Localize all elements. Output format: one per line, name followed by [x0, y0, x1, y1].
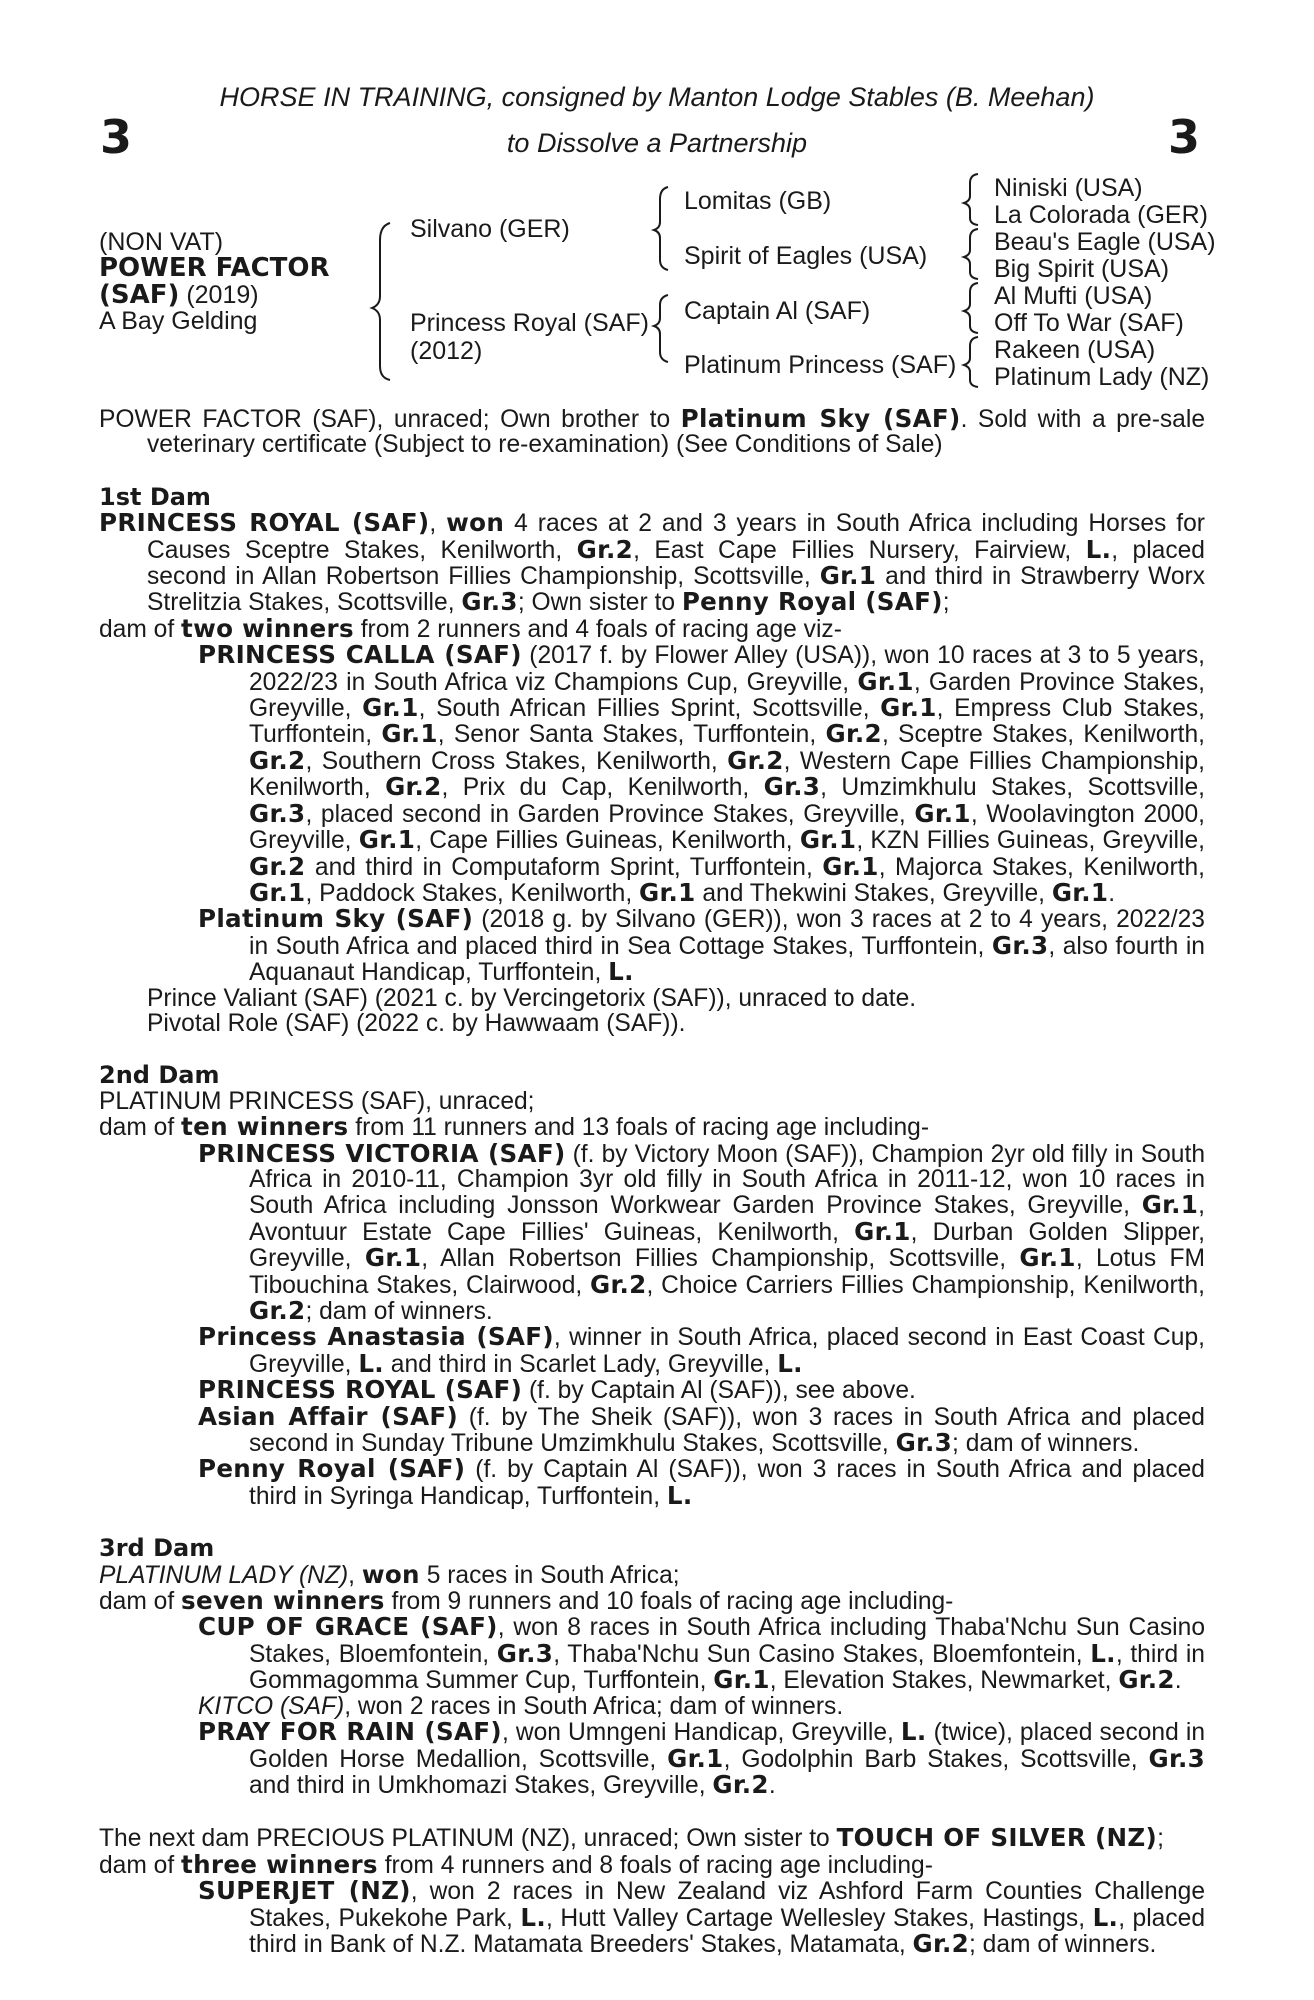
dam-sire: Captain Al (SAF)	[684, 297, 871, 325]
text-run: , South African Fillies Sprint, Scottsville,	[418, 695, 881, 723]
sire-dam: Spirit of Eagles (USA)	[684, 242, 928, 270]
text-run: Princess Anastasia (SAF)	[198, 1322, 554, 1352]
text-run: , Elevation Stakes, Newmarket,	[769, 1667, 1119, 1695]
text-run: two winners	[181, 613, 354, 643]
text-run: , won 2 races in New Zealand viz Ashford Farm Counties Challenge Stakes, Pukekohe Park,	[249, 1878, 1206, 1932]
text-run: , KZN Fillies Guineas, Greyville,	[856, 827, 1206, 855]
text-run: , Woolavington 2000, Greyville,	[249, 800, 1205, 855]
text-run: Gr.3	[461, 587, 518, 617]
text-run: , third in Gommagomma Summer Cup, Turffontein,	[249, 1640, 1205, 1695]
text-run: SUPERJET (NZ)	[198, 1876, 411, 1906]
sire-sire-sire: Niniski (USA)	[994, 174, 1143, 202]
text-run: dam of	[99, 1588, 182, 1616]
dam-sire-dam: Off To War (SAF)	[994, 309, 1184, 337]
sire-sire-dam: La Colorada (GER)	[994, 201, 1208, 229]
text-run: Gr.3	[1148, 1743, 1205, 1773]
offspring-asian-affair	[99, 1401, 1205, 1458]
text-run: .	[768, 1771, 776, 1799]
text-run: (2017 f. by Flower Alley (USA)), won 10 races at 3 to 5 years, 2022/23 in South Africa viz Champions Cup, Greyville,	[249, 642, 1205, 696]
text-run: three winners	[181, 1849, 378, 1879]
text-run: , Lotus FM Tibouchina Stakes, Clairwood,	[249, 1245, 1206, 1299]
text-run: and third in Umkhomazi Stakes, Greyville,	[249, 1771, 713, 1799]
text-run: , Durban Golden Slipper, Greyville,	[249, 1218, 1205, 1273]
text-run: Gr.1	[1051, 877, 1109, 907]
text-run: seven winners	[181, 1586, 385, 1616]
text-run: , Thaba'Nchu Sun Casino Stakes, Bloemfontein,	[553, 1640, 1091, 1668]
text-run: Gr.3	[496, 1638, 554, 1668]
text-run: Gr.1	[819, 561, 877, 591]
text-run: , Prix du Cap, Kenilworth,	[441, 774, 764, 802]
text-run: Gr.2	[576, 534, 634, 564]
partnership-line: to Dissolve a Partnership	[506, 128, 808, 158]
text-run: Gr.2	[249, 745, 306, 775]
text-run: (f. by Captain Al (SAF)), won 3 races in South Africa and placed third in Syringa Handicap, Turffontein,	[249, 1456, 1205, 1510]
text-run: Gr.1	[362, 693, 419, 723]
first-dam-produce-summary	[99, 613, 1205, 643]
text-run: Platinum Sky (SAF)	[198, 904, 474, 934]
offspring-kitco	[99, 1694, 1205, 1719]
text-run: won	[361, 1559, 420, 1589]
intro-text-2: . Sold with a pre-sale veterinary certificate (Subject to re-examination) (See Conditions of Sale)	[147, 406, 1206, 459]
text-run: Gr.2	[249, 1296, 306, 1325]
text-run: Gr.3	[763, 772, 821, 802]
offspring-platinum-sky	[99, 906, 1205, 985]
sire-dam-dam: Big Spirit (USA)	[994, 255, 1170, 283]
text-run: ; Own sister to	[517, 589, 682, 617]
text-run: .	[1108, 879, 1116, 907]
offspring-prince-valiant: Prince Valiant (SAF) (2021 c. by Vercingetorix (SAF)), unraced to date.	[147, 984, 917, 1012]
text-run: , placed second in Allan Robertson Fillies Championship, Scottsville,	[147, 536, 1205, 591]
text-run: Penny Royal (SAF)	[198, 1454, 466, 1484]
dam-dam-sire: Rakeen (USA)	[994, 336, 1156, 364]
text-run: , Empress Club Stakes, Turffontein,	[249, 695, 1206, 749]
text-run: dam of	[99, 1114, 182, 1142]
text-run: dam of	[99, 615, 182, 643]
text-run: and third in Strawberry Worx Strelitzia Stakes, Scottsville,	[147, 563, 1205, 617]
text-run: , Garden Province Stakes, Greyville,	[249, 668, 1205, 723]
offspring-cup-of-grace	[99, 1614, 1205, 1693]
text-run: Gr.1	[914, 798, 971, 828]
offspring-princess-royal	[99, 1377, 1205, 1403]
text-run: Gr.1	[1019, 1243, 1076, 1273]
text-run: 5 races in South Africa;	[419, 1561, 680, 1589]
text-run: Gr.1	[854, 1216, 911, 1246]
dam-sire-sire: Al Mufti (USA)	[994, 282, 1153, 310]
text-run: Gr.1	[799, 825, 857, 855]
text-run: L.	[608, 957, 634, 987]
text-run: 4 races at 2 and 3 years in South Africa including Horses for Causes Sceptre Stakes, Kenilworth,	[147, 510, 1205, 564]
next-dam-produce-summary	[99, 1849, 1205, 1879]
text-run: ten winners	[181, 1112, 349, 1142]
text-run: , East Cape Fillies Nursery, Fairview,	[633, 536, 1086, 564]
text-run: , Majorca Stakes, Kenilworth,	[878, 853, 1205, 881]
text-run: , Choice Carriers Fillies Championship, Kenilworth,	[646, 1271, 1205, 1299]
text-run: , Western Cape Fillies Championship, Kenilworth,	[249, 747, 1205, 802]
text-run: L.	[1085, 534, 1112, 564]
text-run: Gr.1	[381, 719, 438, 749]
dam-dam: Platinum Princess (SAF)	[684, 351, 957, 379]
offspring-princess-victoria	[99, 1138, 1206, 1325]
text-run: Gr.3	[991, 930, 1049, 960]
intro-text: POWER FACTOR (SAF), unraced; Own brother to	[99, 406, 681, 433]
text-run: ;	[942, 589, 950, 617]
text-run: Asian Affair (SAF)	[198, 1401, 459, 1431]
text-run: Gr.1	[667, 1743, 724, 1773]
text-run: PRINCESS ROYAL (SAF)	[99, 508, 430, 538]
text-run: Gr.1	[249, 877, 306, 907]
text-run: Gr.1	[857, 666, 914, 696]
text-run: Gr.2	[590, 1269, 647, 1299]
lot-number-right: 3	[1168, 110, 1201, 164]
dam-dam-dam: Platinum Lady (NZ)	[994, 363, 1210, 391]
text-run: ,	[348, 1561, 362, 1589]
text-run: , Cape Fillies Guineas, Kenilworth,	[415, 827, 800, 855]
text-run: ,	[429, 510, 447, 538]
offspring-penny-royal	[99, 1456, 1205, 1509]
text-run: from 11 runners and 13 foals of racing age including-	[348, 1114, 930, 1142]
text-run: , placed second in Garden Province Stakes, Greyville,	[305, 800, 915, 828]
text-run: Gr.2	[1118, 1665, 1175, 1695]
text-run: , also fourth in Aquanaut Handicap, Turffontein,	[249, 932, 1205, 987]
text-run: , Southern Cross Stakes, Kenilworth,	[305, 747, 728, 775]
text-run: and third in Computaform Sprint, Turffontein,	[305, 853, 823, 881]
text-run: , Godolphin Barb Stakes, Scottsville,	[723, 1745, 1149, 1773]
text-run: Gr.2	[712, 1769, 769, 1799]
text-run: PLATINUM LADY (NZ)	[99, 1561, 349, 1589]
text-run: ; dam of winners.	[305, 1298, 493, 1325]
horse-year: (2019)	[179, 281, 259, 309]
text-run: Penny Royal (SAF)	[681, 587, 943, 617]
consignment-line: HORSE IN TRAINING, consigned by Manton Lodge Stables (B. Meehan)	[219, 82, 1095, 112]
text-run: , Allan Robertson Fillies Championship, Scottsville,	[421, 1245, 1020, 1273]
text-run: , won 2 races in South Africa; dam of winners.	[344, 1692, 844, 1720]
text-run: PRINCESS ROYAL (SAF)	[198, 1375, 523, 1405]
second-dam-produce-summary	[99, 1114, 1205, 1140]
text-run: L.	[358, 1348, 384, 1378]
text-run: from 2 runners and 4 foals of racing age viz-	[353, 615, 842, 643]
dam: Princess Royal (SAF)	[410, 309, 649, 337]
sire-dam-sire: Beau's Eagle (USA)	[994, 228, 1216, 256]
text-run: Gr.2	[385, 772, 442, 802]
second-dam-record: PLATINUM PRINCESS (SAF), unraced;	[99, 1087, 535, 1115]
text-run: Gr.1	[713, 1665, 770, 1695]
second-dam-heading: 2nd Dam	[99, 1061, 220, 1090]
text-run: , won Umngeni Handicap, Greyville,	[501, 1719, 901, 1747]
text-run: The next dam PRECIOUS PLATINUM (NZ), unraced; Own sister to	[99, 1825, 837, 1853]
text-run: won	[446, 508, 505, 538]
offspring-princess-calla	[99, 642, 1205, 906]
text-run: from 9 runners and 10 foals of racing age including-	[384, 1588, 954, 1616]
text-run: (2018 g. by Silvano (GER)), won 3 races at 2 to 4 years, 2022/23 in South Africa and placed third in Sea Cottage Stakes, Turffontein,	[249, 906, 1205, 960]
text-run: PRAY FOR RAIN (SAF)	[198, 1717, 502, 1747]
grand-offspring-princess-anastasia	[149, 1324, 1205, 1377]
text-run: (f. by The Sheik (SAF)), won 3 races in South Africa and placed second in Sunday Tribune Umzimkhulu Stakes, Scottsville,	[249, 1403, 1205, 1458]
catalogue-body	[99, 406, 1205, 1957]
offspring-superjet	[99, 1878, 1205, 1957]
text-run: and Thekwini Stakes, Greyville,	[695, 879, 1052, 907]
text-run: Gr.2	[249, 851, 306, 881]
text-run: , Hutt Valley Cartage Wellesley Stakes, Hastings,	[546, 1904, 1093, 1932]
text-run: Gr.1	[364, 1243, 422, 1273]
text-run: Gr.1	[1141, 1190, 1199, 1220]
next-dam-record	[99, 1825, 1205, 1851]
text-run: Gr.2	[825, 719, 882, 749]
text-run: (twice), placed second in Golden Horse Medallion, Scottsville,	[249, 1719, 1206, 1773]
text-run: Gr.1	[822, 851, 879, 881]
third-dam-heading: 3rd Dam	[99, 1534, 215, 1563]
text-run: , Senor Santa Stakes, Turffontein,	[437, 721, 826, 749]
text-run: L.	[1092, 1902, 1119, 1932]
text-run: Gr.3	[895, 1428, 953, 1458]
text-run: Gr.2	[912, 1928, 970, 1958]
horse-description: A Bay Gelding	[99, 307, 258, 335]
text-run: L.	[777, 1348, 803, 1378]
text-run: , Sceptre Stakes, Kenilworth,	[881, 721, 1206, 749]
text-run: ; dam of winners.	[952, 1430, 1140, 1458]
intro-paragraph	[99, 406, 1205, 458]
text-run: L.	[666, 1480, 693, 1510]
vat-status: (NON VAT)	[99, 228, 224, 256]
text-run: CUP OF GRACE (SAF)	[198, 1612, 498, 1642]
text-run: L.	[900, 1717, 927, 1747]
text-run: dam of	[99, 1851, 182, 1879]
text-run: ;	[1157, 1825, 1164, 1853]
text-run: Gr.1	[880, 693, 937, 723]
text-run: Gr.2	[727, 745, 784, 775]
text-run: Gr.3	[249, 798, 306, 828]
text-run: , won 8 races in South Africa including Thaba'Nchu Sun Casino Stakes, Bloemfontein,	[249, 1614, 1205, 1668]
text-run: , placed third in Bank of N.Z. Matamata Breeders' Stakes, Matamata,	[249, 1904, 1206, 1958]
sire: Silvano (GER)	[410, 215, 570, 243]
text-run: Gr.1	[639, 877, 696, 907]
third-dam-record	[99, 1559, 1205, 1589]
third-dam-produce-summary	[99, 1588, 1205, 1614]
horse-name: POWER FACTOR	[99, 253, 330, 283]
horse-country: (SAF)	[99, 280, 180, 310]
text-run: Gr.1	[358, 825, 416, 855]
text-run: PRINCESS CALLA (SAF)	[198, 640, 522, 670]
first-dam-heading: 1st Dam	[99, 482, 211, 511]
text-run: , Umzimkhulu Stakes, Scottsville,	[820, 774, 1205, 802]
text-run: (f. by Victory Moon (SAF)), Champion 2yr old filly in South Africa in 2010-11, Champion 3yr old filly in South Africa in 2011-12, won 10 races in South Africa including Jonsson Workwear Garden Province Stakes, Greyville,	[249, 1140, 1206, 1220]
text-run: PRINCESS VICTORIA (SAF)	[198, 1138, 566, 1168]
text-run: L.	[1090, 1638, 1116, 1668]
text-run: (f. by Captain Al (SAF)), see above.	[522, 1377, 916, 1405]
offspring-pivotal-role: Pivotal Role (SAF) (2022 c. by Hawwaam (SAF)).	[147, 1009, 686, 1037]
lot-number-left: 3	[100, 110, 133, 164]
text-run: L.	[520, 1902, 546, 1932]
text-run: ; dam of winners.	[969, 1930, 1157, 1958]
text-run: from 4 runners and 8 foals of racing age including-	[377, 1851, 933, 1879]
intro-brother: Platinum Sky (SAF)	[680, 404, 961, 433]
text-run: and third in Scarlet Lady, Greyville,	[383, 1350, 778, 1378]
text-run: , Avontuur Estate Cape Fillies' Guineas, Kenilworth,	[249, 1192, 1205, 1246]
text-run: .	[1174, 1667, 1182, 1695]
first-dam-record	[99, 510, 1205, 616]
sire-sire: Lomitas (GB)	[684, 187, 832, 215]
dam-year: (2012)	[410, 337, 483, 365]
grand-offspring-pray-for-rain	[149, 1719, 1205, 1798]
text-run: , winner in South Africa, placed second in East Coast Cup, Greyville,	[249, 1324, 1205, 1378]
text-run: , Paddock Stakes, Kenilworth,	[305, 879, 640, 907]
text-run: TOUCH OF SILVER (NZ)	[836, 1823, 1158, 1853]
text-run: KITCO (SAF)	[198, 1692, 345, 1720]
